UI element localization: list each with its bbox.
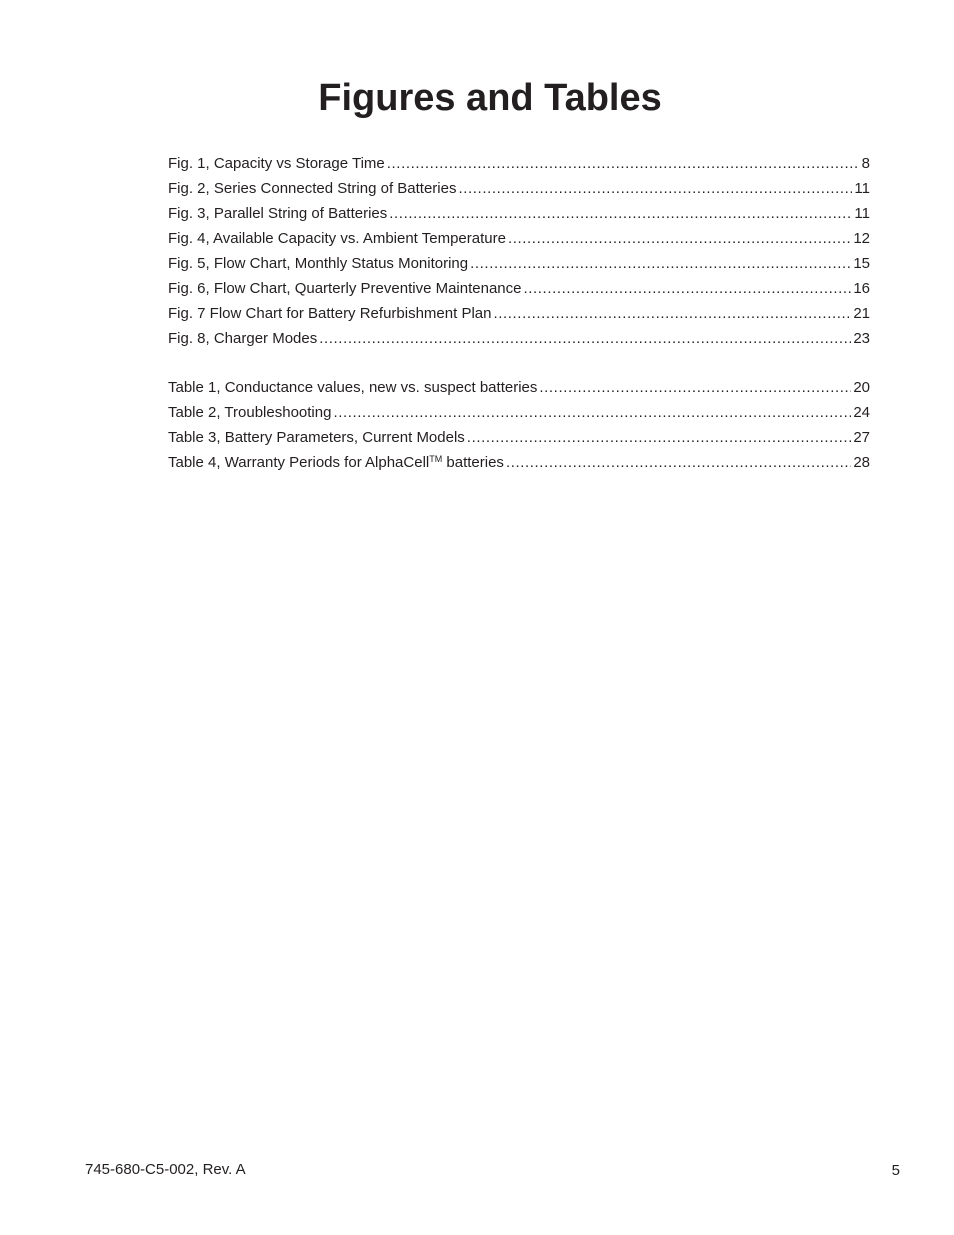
toc-entry-label: Table 2, Troubleshooting xyxy=(168,404,332,421)
toc-entry-page: 20 xyxy=(853,379,870,396)
toc-entry-label: Fig. 8, Charger Modes xyxy=(168,330,318,347)
toc-entry-label: Fig. 3, Parallel String of Batteries xyxy=(168,205,388,222)
toc-entry-label: Fig. 5, Flow Chart, Monthly Status Monitoring xyxy=(168,255,469,272)
toc-entry-label: Table 3, Battery Parameters, Current Models xyxy=(168,429,465,446)
toc-entry-page: 11 xyxy=(854,180,870,197)
toc-entry-label: Fig. 7 Flow Chart for Battery Refurbishment Plan xyxy=(168,305,492,322)
toc-entry-table-2[interactable] xyxy=(168,400,870,425)
toc-entry-label: Table 1, Conductance values, new vs. suspect batteries xyxy=(168,379,538,396)
page-title: Figures and Tables xyxy=(318,77,662,119)
toc-entry-page: 16 xyxy=(853,280,870,297)
toc-leader-dots xyxy=(470,251,851,276)
toc-leader-dots xyxy=(389,201,852,226)
toc-entry-page: 24 xyxy=(853,404,870,421)
toc-entry-label: Fig. 6, Flow Chart, Quarterly Preventive Maintenance xyxy=(168,280,522,297)
toc-entry-fig-8[interactable] xyxy=(168,326,870,351)
toc-entry-label: Fig. 4, Available Capacity vs. Ambient Temperature xyxy=(168,230,506,247)
toc-entry-label-text: batteries xyxy=(442,454,504,471)
toc-leader-dots xyxy=(458,176,852,201)
toc-leader-dots xyxy=(508,226,851,251)
toc-entry-label-text: Table 4, Warranty Periods for AlphaCell xyxy=(168,454,430,471)
toc-entry-page: 15 xyxy=(853,255,870,272)
figures-and-tables-list xyxy=(168,151,870,475)
toc-entry-page: 23 xyxy=(853,330,870,347)
toc-leader-dots xyxy=(539,375,851,400)
figures-list xyxy=(168,151,870,351)
toc-entry-page: 8 xyxy=(861,155,870,172)
toc-leader-dots xyxy=(506,450,851,475)
toc-entry-table-1[interactable] xyxy=(168,375,870,400)
toc-entry-page: 11 xyxy=(854,205,870,222)
toc-leader-dots xyxy=(319,326,851,351)
toc-entry-fig-4[interactable] xyxy=(168,226,870,251)
toc-entry-table-4[interactable] xyxy=(168,450,870,475)
toc-entry-fig-7[interactable] xyxy=(168,301,870,326)
toc-entry-label: Fig. 1, Capacity vs Storage Time xyxy=(168,155,385,172)
footer-document-number: 745-680-C5-002, Rev. A xyxy=(85,1161,246,1178)
toc-entry-fig-5[interactable] xyxy=(168,251,870,276)
toc-leader-dots xyxy=(387,151,860,176)
toc-entry-fig-6[interactable] xyxy=(168,276,870,301)
toc-entry-page: 21 xyxy=(853,305,870,322)
footer-page-number: 5 xyxy=(891,1162,900,1179)
toc-entry-label: Fig. 2, Series Connected String of Batteries xyxy=(168,180,457,197)
toc-entry-table-3[interactable] xyxy=(168,425,870,450)
toc-leader-dots xyxy=(333,400,851,425)
toc-leader-dots xyxy=(467,425,852,450)
toc-entry-page: 27 xyxy=(853,429,870,446)
toc-entry-fig-2[interactable] xyxy=(168,176,870,201)
toc-leader-dots xyxy=(493,301,851,326)
toc-entry-page: 12 xyxy=(853,230,870,247)
toc-entry-label xyxy=(168,450,504,475)
tables-list xyxy=(168,375,870,475)
toc-leader-dots xyxy=(523,276,851,301)
toc-entry-page: 28 xyxy=(853,454,870,471)
trademark-superscript: TM xyxy=(429,454,443,464)
toc-entry-fig-3[interactable] xyxy=(168,201,870,226)
toc-entry-fig-1[interactable] xyxy=(168,151,870,176)
